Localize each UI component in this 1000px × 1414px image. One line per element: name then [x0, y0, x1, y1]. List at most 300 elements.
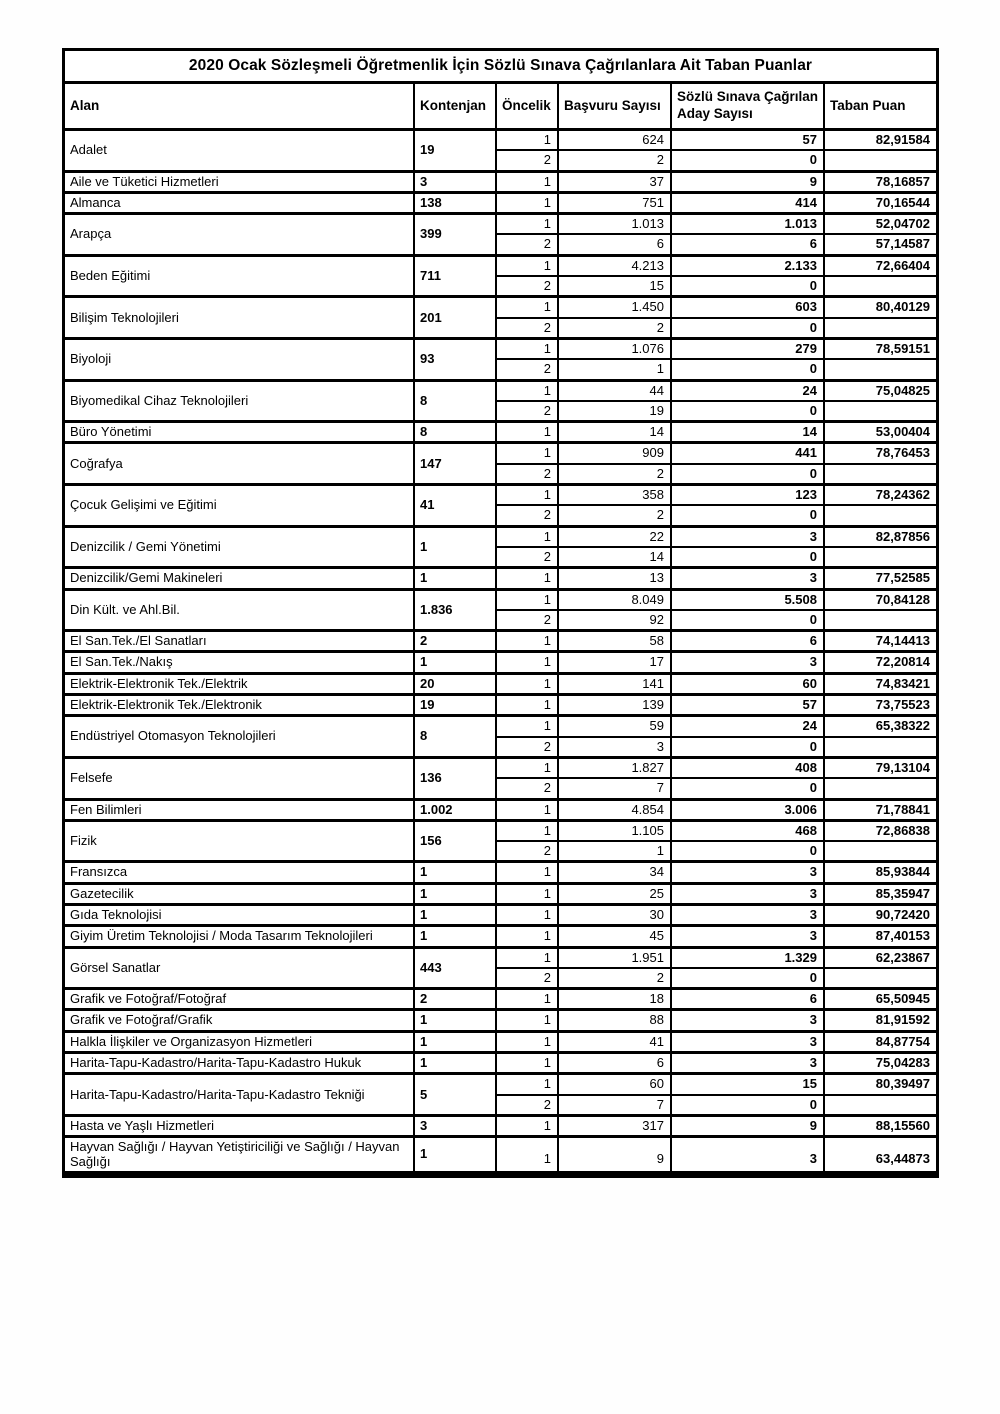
taban-puan-cell: 85,35947: [875, 885, 930, 901]
kontenjan-cell: 147: [415, 444, 497, 483]
basvuru-sayisi-cell: 13: [559, 569, 672, 587]
taban-puan-cell: 80,39497: [875, 1076, 930, 1092]
taban-puan-cell: 87,40153: [875, 928, 930, 944]
cagrilan-aday-sayisi-cell: 3: [672, 885, 825, 903]
oncelik-subrow: [497, 233, 936, 253]
taban-puan-cell: 65,38322: [875, 718, 930, 734]
oncelik-subrow: [497, 967, 936, 987]
cagrilan-aday-sayisi-cell: 3: [672, 653, 825, 671]
oncelik-subrows: [497, 717, 936, 756]
cagrilan-aday-sayisi-cell: 1.329: [672, 949, 825, 967]
cagrilan-aday-sayisi-cell: 6: [672, 632, 825, 650]
oncelik-cell: 1: [497, 298, 559, 316]
oncelik-subrow: [497, 609, 936, 629]
kontenjan-cell: 19: [415, 696, 497, 714]
cagrilan-aday-sayisi-cell: 0: [672, 465, 825, 483]
basvuru-sayisi-cell: 41: [559, 1033, 672, 1051]
cagrilan-aday-sayisi-cell: 9: [672, 173, 825, 191]
kontenjan-cell: 8: [415, 423, 497, 441]
table-row: [65, 420, 936, 441]
oncelik-cell: 1: [497, 1033, 559, 1051]
basvuru-sayisi-cell: 317: [559, 1117, 672, 1135]
cagrilan-aday-sayisi-cell: 0: [672, 506, 825, 524]
basvuru-sayisi-cell: 6: [559, 235, 672, 253]
basvuru-sayisi-cell: 34: [559, 863, 672, 881]
table-row: [65, 1114, 936, 1135]
oncelik-subrow: [497, 528, 936, 546]
cagrilan-aday-sayisi-cell: 0: [672, 842, 825, 860]
oncelik-cell: 1: [497, 528, 559, 546]
basvuru-sayisi-cell: 30: [559, 906, 672, 924]
cagrilan-aday-sayisi-cell: 3: [672, 569, 825, 587]
oncelik-cell: 1: [497, 885, 559, 903]
oncelik-subrows: [497, 486, 936, 525]
taban-puan-cell: 57,14587: [875, 236, 930, 252]
oncelik-subrow: [497, 149, 936, 169]
oncelik-cell: 1: [497, 863, 559, 881]
taban-puan-cell: 78,59151: [875, 340, 930, 356]
kontenjan-cell: 41: [415, 486, 497, 525]
oncelik-subrow: [497, 546, 936, 566]
oncelik-cell: 1: [497, 340, 559, 358]
alan-cell: Denizcilik/Gemi Makineleri: [65, 569, 415, 587]
oncelik-subrow: [497, 840, 936, 860]
alan-cell: Gıda Teknolojisi: [65, 906, 415, 924]
table-row: [65, 295, 936, 337]
oncelik-cell: 1: [497, 801, 559, 819]
basvuru-sayisi-cell: 751: [559, 194, 672, 212]
table-row: [65, 1030, 936, 1051]
kontenjan-cell: 3: [415, 1117, 497, 1135]
cagrilan-aday-sayisi-cell: 6: [672, 235, 825, 253]
basvuru-sayisi-cell: 2: [559, 151, 672, 169]
oncelik-subrow: [497, 927, 936, 945]
kontenjan-cell: 2: [415, 632, 497, 650]
table-row: [65, 566, 936, 587]
basvuru-sayisi-cell: 1.951: [559, 949, 672, 967]
cagrilan-aday-sayisi-cell: 414: [672, 194, 825, 212]
oncelik-cell: 1: [497, 632, 559, 650]
oncelik-cell: 2: [497, 465, 559, 483]
oncelik-subrows: [497, 591, 936, 630]
oncelik-cell: 1: [497, 717, 559, 735]
oncelik-subrow: [497, 1011, 936, 1029]
oncelik-subrows: [497, 340, 936, 379]
taban-puan-cell: 75,04825: [875, 382, 930, 398]
cagrilan-aday-sayisi-cell: 3: [672, 528, 825, 546]
taban-puan-cell: 74,14413: [875, 633, 930, 649]
oncelik-subrows: [497, 1054, 936, 1072]
alan-cell: Beden Eğitimi: [65, 257, 415, 296]
cagrilan-aday-sayisi-cell: 3: [672, 1138, 825, 1171]
oncelik-cell: 2: [497, 319, 559, 337]
basvuru-sayisi-cell: 7: [559, 1096, 672, 1114]
oncelik-cell: 2: [497, 360, 559, 378]
oncelik-subrow: [497, 340, 936, 358]
basvuru-sayisi-cell: 3: [559, 738, 672, 756]
oncelik-subrows: [497, 949, 936, 988]
taban-puan-cell: 90,72420: [875, 906, 930, 922]
basvuru-sayisi-cell: 2: [559, 506, 672, 524]
cagrilan-aday-sayisi-cell: 14: [672, 423, 825, 441]
oncelik-cell: 1: [497, 653, 559, 671]
oncelik-subrow: [497, 822, 936, 840]
taban-puan-cell: [825, 402, 936, 420]
taban-puan-cell: 70,84128: [875, 591, 930, 607]
table-row: [65, 798, 936, 819]
cagrilan-aday-sayisi-cell: 0: [672, 738, 825, 756]
basvuru-sayisi-cell: 1.105: [559, 822, 672, 840]
column-header-cagrilan: Sözlü Sınava Çağrılan Aday Sayısı: [672, 84, 825, 128]
oncelik-subrow: [497, 569, 936, 587]
oncelik-subrow: [497, 423, 936, 441]
taban-puan-cell: 53,00404: [875, 424, 930, 440]
oncelik-subrows: [497, 1117, 936, 1135]
cagrilan-aday-sayisi-cell: 3: [672, 1054, 825, 1072]
taban-puan-cell: 78,76453: [875, 445, 930, 461]
table-row: [65, 191, 936, 212]
basvuru-sayisi-cell: 141: [559, 675, 672, 693]
oncelik-cell: 2: [497, 151, 559, 169]
basvuru-sayisi-cell: 88: [559, 1011, 672, 1029]
basvuru-sayisi-cell: 139: [559, 696, 672, 714]
alan-cell: Adalet: [65, 131, 415, 170]
taban-puan-cell: 74,83421: [875, 675, 930, 691]
kontenjan-cell: 138: [415, 194, 497, 212]
basvuru-sayisi-cell: 19: [559, 402, 672, 420]
alan-cell: Bilişim Teknolojileri: [65, 298, 415, 337]
oncelik-cell: 2: [497, 842, 559, 860]
table-row: [65, 337, 936, 379]
kontenjan-cell: 1: [415, 927, 497, 945]
oncelik-subrow: [497, 759, 936, 777]
oncelik-subrow: [497, 1054, 936, 1072]
basvuru-sayisi-cell: 1: [559, 842, 672, 860]
oncelik-subrows: [497, 382, 936, 421]
oncelik-subrow: [497, 717, 936, 735]
taban-puan-cell: 75,04283: [875, 1055, 930, 1071]
taban-puan-cell: [825, 1096, 936, 1114]
kontenjan-cell: 1: [415, 1033, 497, 1051]
cagrilan-aday-sayisi-cell: 0: [672, 319, 825, 337]
table-row: [65, 525, 936, 567]
oncelik-subrows: [497, 444, 936, 483]
taban-puan-cell: 85,93844: [875, 864, 930, 880]
oncelik-cell: 2: [497, 548, 559, 566]
taban-puan-cell: [825, 465, 936, 483]
oncelik-subrow: [497, 504, 936, 524]
oncelik-subrow: [497, 257, 936, 275]
kontenjan-cell: 93: [415, 340, 497, 379]
cagrilan-aday-sayisi-cell: 3: [672, 1011, 825, 1029]
alan-cell: Din Kült. ve Ahl.Bil.: [65, 591, 415, 630]
taban-puan-cell: 65,50945: [875, 991, 930, 1007]
oncelik-subrow: [497, 696, 936, 714]
basvuru-sayisi-cell: 7: [559, 779, 672, 797]
kontenjan-cell: 19: [415, 131, 497, 170]
cagrilan-aday-sayisi-cell: 0: [672, 1096, 825, 1114]
basvuru-sayisi-cell: 37: [559, 173, 672, 191]
taban-puan-cell: [825, 360, 936, 378]
alan-cell: Harita-Tapu-Kadastro/Harita-Tapu-Kadastro Tekniği: [65, 1075, 415, 1114]
oncelik-cell: 2: [497, 235, 559, 253]
basvuru-sayisi-cell: 624: [559, 131, 672, 149]
table-row: [65, 987, 936, 1008]
oncelik-cell: 1: [497, 591, 559, 609]
oncelik-subrow: [497, 632, 936, 650]
oncelik-subrows: [497, 990, 936, 1008]
oncelik-cell: 1: [497, 173, 559, 191]
cagrilan-aday-sayisi-cell: 5.508: [672, 591, 825, 609]
kontenjan-cell: 1: [415, 1138, 497, 1171]
basvuru-sayisi-cell: 1.013: [559, 215, 672, 233]
taban-puan-cell: 81,91592: [875, 1012, 930, 1028]
basvuru-sayisi-cell: 22: [559, 528, 672, 546]
basvuru-sayisi-cell: 17: [559, 653, 672, 671]
taban-puan-cell: 88,15560: [875, 1117, 930, 1133]
alan-cell: Elektrik-Elektronik Tek./Elektrik: [65, 675, 415, 693]
alan-cell: Aile ve Tüketici Hizmetleri: [65, 173, 415, 191]
oncelik-subrow: [497, 298, 936, 316]
taban-puan-cell: 70,16544: [875, 194, 930, 210]
oncelik-subrows: [497, 215, 936, 254]
oncelik-subrow: [497, 358, 936, 378]
oncelik-cell: 1: [497, 1011, 559, 1029]
alan-cell: Biyomedikal Cihaz Teknolojileri: [65, 382, 415, 421]
table-row: [65, 714, 936, 756]
oncelik-subrows: [497, 863, 936, 881]
oncelik-cell: 2: [497, 506, 559, 524]
oncelik-subrows: [497, 759, 936, 798]
basvuru-sayisi-cell: 9: [559, 1138, 672, 1171]
oncelik-cell: 1: [497, 1138, 559, 1171]
table-row: [65, 1051, 936, 1072]
cagrilan-aday-sayisi-cell: 1.013: [672, 215, 825, 233]
alan-cell: Elektrik-Elektronik Tek./Elektronik: [65, 696, 415, 714]
cagrilan-aday-sayisi-cell: 279: [672, 340, 825, 358]
taban-puan-cell: [825, 506, 936, 524]
oncelik-subrow: [497, 1075, 936, 1093]
taban-puan-cell: 78,16857: [875, 173, 930, 189]
basvuru-sayisi-cell: 4.854: [559, 801, 672, 819]
oncelik-subrow: [497, 382, 936, 400]
oncelik-cell: 1: [497, 759, 559, 777]
alan-cell: Coğrafya: [65, 444, 415, 483]
oncelik-subrows: [497, 885, 936, 903]
oncelik-cell: 2: [497, 779, 559, 797]
cagrilan-aday-sayisi-cell: 0: [672, 151, 825, 169]
basvuru-sayisi-cell: 4.213: [559, 257, 672, 275]
oncelik-cell: 1: [497, 569, 559, 587]
kontenjan-cell: 20: [415, 675, 497, 693]
oncelik-subrows: [497, 173, 936, 191]
alan-cell: Halkla İlişkiler ve Organizasyon Hizmetleri: [65, 1033, 415, 1051]
table-row: [65, 441, 936, 483]
cagrilan-aday-sayisi-cell: 441: [672, 444, 825, 462]
alan-cell: Gazetecilik: [65, 885, 415, 903]
table-row: [65, 903, 936, 924]
basvuru-sayisi-cell: 92: [559, 611, 672, 629]
oncelik-cell: 1: [497, 1117, 559, 1135]
oncelik-cell: 1: [497, 822, 559, 840]
cagrilan-aday-sayisi-cell: 0: [672, 548, 825, 566]
basvuru-sayisi-cell: 44: [559, 382, 672, 400]
alan-cell: Harita-Tapu-Kadastro/Harita-Tapu-Kadastro Hukuk: [65, 1054, 415, 1072]
oncelik-subrows: [497, 653, 936, 671]
oncelik-cell: 1: [497, 423, 559, 441]
oncelik-cell: 1: [497, 949, 559, 967]
basvuru-sayisi-cell: 1.827: [559, 759, 672, 777]
basvuru-sayisi-cell: 358: [559, 486, 672, 504]
oncelik-subrows: [497, 1075, 936, 1114]
oncelik-cell: 1: [497, 696, 559, 714]
oncelik-subrows: [497, 1033, 936, 1051]
oncelik-subrow: [497, 173, 936, 191]
oncelik-subrow: [497, 885, 936, 903]
oncelik-subrow: [497, 215, 936, 233]
taban-puan-cell: [825, 738, 936, 756]
oncelik-subrow: [497, 317, 936, 337]
oncelik-cell: 2: [497, 402, 559, 420]
alan-cell: Arapça: [65, 215, 415, 254]
oncelik-subrow: [497, 1117, 936, 1135]
oncelik-subrow: [497, 1033, 936, 1051]
kontenjan-cell: 201: [415, 298, 497, 337]
table-row: [65, 1008, 936, 1029]
cagrilan-aday-sayisi-cell: 3.006: [672, 801, 825, 819]
kontenjan-cell: 5: [415, 1075, 497, 1114]
taban-puan-cell: 82,91584: [875, 132, 930, 147]
oncelik-cell: 2: [497, 969, 559, 987]
table-row: [65, 1135, 936, 1171]
oncelik-subrow: [497, 863, 936, 881]
basvuru-sayisi-cell: 15: [559, 277, 672, 295]
alan-cell: Giyim Üretim Teknolojisi / Moda Tasarım Teknolojileri: [65, 927, 415, 945]
oncelik-cell: 1: [497, 194, 559, 212]
oncelik-subrow: [497, 486, 936, 504]
table-row: [65, 629, 936, 650]
oncelik-cell: 1: [497, 382, 559, 400]
oncelik-subrows: [497, 675, 936, 693]
alan-cell: Hasta ve Yaşlı Hizmetleri: [65, 1117, 415, 1135]
taban-puan-cell: 78,24362: [875, 487, 930, 503]
basvuru-sayisi-cell: 18: [559, 990, 672, 1008]
kontenjan-cell: 1.836: [415, 591, 497, 630]
cagrilan-aday-sayisi-cell: 0: [672, 969, 825, 987]
alan-cell: Fizik: [65, 822, 415, 861]
taban-puan-cell: 84,87754: [875, 1033, 930, 1049]
kontenjan-cell: 2: [415, 990, 497, 1008]
table-row: [65, 882, 936, 903]
alan-cell: Felsefe: [65, 759, 415, 798]
taban-puanlar-table: [62, 48, 939, 1178]
table-row: [65, 1072, 936, 1114]
oncelik-subrows: [497, 528, 936, 567]
table-row: [65, 588, 936, 630]
table-row: [65, 860, 936, 881]
taban-puan-cell: [825, 319, 936, 337]
kontenjan-cell: 1: [415, 569, 497, 587]
basvuru-sayisi-cell: 58: [559, 632, 672, 650]
basvuru-sayisi-cell: 14: [559, 548, 672, 566]
taban-puan-cell: 52,04702: [875, 216, 930, 232]
cagrilan-aday-sayisi-cell: 2.133: [672, 257, 825, 275]
kontenjan-cell: 136: [415, 759, 497, 798]
table-row: [65, 128, 936, 170]
kontenjan-cell: 1: [415, 1011, 497, 1029]
oncelik-subrow: [497, 463, 936, 483]
kontenjan-cell: 1.002: [415, 801, 497, 819]
cagrilan-aday-sayisi-cell: 468: [672, 822, 825, 840]
taban-puan-cell: [825, 151, 936, 169]
alan-cell: Fen Bilimleri: [65, 801, 415, 819]
cagrilan-aday-sayisi-cell: 3: [672, 1033, 825, 1051]
basvuru-sayisi-cell: 25: [559, 885, 672, 903]
alan-cell: Görsel Sanatlar: [65, 949, 415, 988]
column-header-alan: Alan: [65, 84, 415, 128]
oncelik-cell: 2: [497, 738, 559, 756]
cagrilan-aday-sayisi-cell: 24: [672, 717, 825, 735]
table-title: 2020 Ocak Sözleşmeli Öğretmenlik İçin Sözlü Sınava Çağrılanlara Ait Taban Puanlar: [65, 51, 936, 84]
cagrilan-aday-sayisi-cell: 123: [672, 486, 825, 504]
column-header-kontenjan: Kontenjan: [415, 84, 497, 128]
basvuru-sayisi-cell: 2: [559, 465, 672, 483]
oncelik-cell: 1: [497, 927, 559, 945]
oncelik-subrow: [497, 444, 936, 462]
taban-puan-cell: 72,20814: [875, 654, 930, 670]
oncelik-cell: 1: [497, 906, 559, 924]
taban-puan-cell: [825, 548, 936, 566]
alan-cell: Grafik ve Fotoğraf/Grafik: [65, 1011, 415, 1029]
oncelik-subrows: [497, 696, 936, 714]
oncelik-subrow: [497, 990, 936, 1008]
kontenjan-cell: 1: [415, 1054, 497, 1072]
oncelik-subrow: [497, 736, 936, 756]
alan-cell: Büro Yönetimi: [65, 423, 415, 441]
kontenjan-cell: 1: [415, 528, 497, 567]
oncelik-subrow: [497, 906, 936, 924]
oncelik-subrows: [497, 131, 936, 170]
oncelik-subrows: [497, 822, 936, 861]
oncelik-cell: 1: [497, 444, 559, 462]
table-row: [65, 379, 936, 421]
oncelik-subrows: [497, 632, 936, 650]
table-row: [65, 170, 936, 191]
oncelik-subrows: [497, 1138, 936, 1171]
table-row: [65, 672, 936, 693]
oncelik-subrow: [497, 675, 936, 693]
kontenjan-cell: 399: [415, 215, 497, 254]
cagrilan-aday-sayisi-cell: 60: [672, 675, 825, 693]
oncelik-cell: 1: [497, 257, 559, 275]
oncelik-subrows: [497, 801, 936, 819]
taban-puan-cell: 72,86838: [875, 822, 930, 838]
cagrilan-aday-sayisi-cell: 57: [672, 131, 825, 149]
basvuru-sayisi-cell: 59: [559, 717, 672, 735]
taban-puan-cell: [825, 611, 936, 629]
oncelik-subrows: [497, 927, 936, 945]
basvuru-sayisi-cell: 2: [559, 319, 672, 337]
oncelik-subrows: [497, 1011, 936, 1029]
oncelik-cell: 1: [497, 215, 559, 233]
column-header-oncelik: Öncelik: [497, 84, 559, 128]
oncelik-subrow: [497, 1094, 936, 1114]
oncelik-subrow: [497, 131, 936, 149]
oncelik-cell: 1: [497, 675, 559, 693]
cagrilan-aday-sayisi-cell: 603: [672, 298, 825, 316]
table-body: [65, 128, 936, 1171]
basvuru-sayisi-cell: 60: [559, 1075, 672, 1093]
